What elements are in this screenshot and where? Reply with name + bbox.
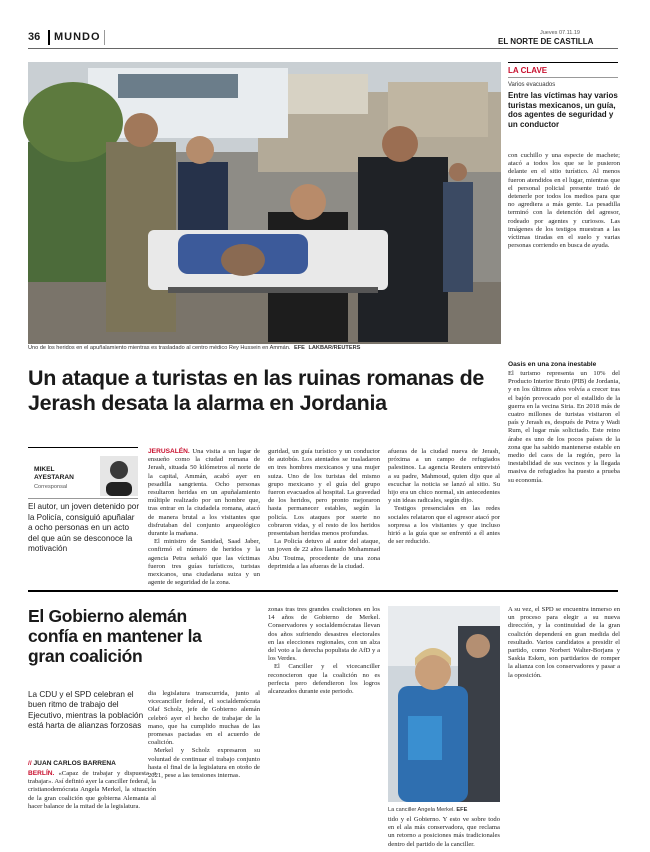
- story1-author-role: Corresponsal: [34, 484, 68, 490]
- merkel-photo: [388, 606, 500, 802]
- issue-date: Jueves 07.11.19: [540, 30, 580, 36]
- story2-deck: La CDU y el SPD celebran el buen ritmo de trabajo del Ejecutivo, mientras la población está harta de alianzas forzosas: [28, 690, 144, 730]
- story1-column-2: guridad, un guía turístico y un conductor de autobús. Los atentados se trasladaron en tres hombres mexicanos y una mujer suiza. Uno de los turistas del mismo grupo mexicano y el guía del grupo fueron evacuados al hospital. La gravedad de los heridos, pero pronto mejoraron hasta permanecer estables, según la policía. Los ataques por suerte no cobraron vidas, y el resto de los heridos presentaban heridas menos profundas. La Policía detuvo al autor del ataque, un joven de 22 años llamado Mohammad Abu Touima, procedente de una zona deprimida a las afueras de la ciudad.: [268, 448, 380, 570]
- photo-caption: Uno de los heridos en el apuñalamiento mientras es trasladado al centro médico Rey Hussein en Ammán. EFE LAKBAR/REUTERS: [28, 345, 361, 351]
- newspaper-name: EL NORTE DE CASTILLA: [498, 37, 594, 46]
- sidebar-title: Entre las víctimas hay varios turistas mexicanos, un guía, dos agentes de seguridad y un conductor: [508, 91, 618, 129]
- sidebar-body-2: El turismo representa un 10% del Producto Interior Bruto (PIB) de Jordania, y en los últimos años volvía a crecer tras el bajón provocado por el estallido de la guerra en la vecina Siria. En 2018 más de cuatro millones de turistas visitaron el país y Jerash es, después de Petra y Wadi Rum, el lugar más solicitado. Este reino árabe es uno de los pocos países de la zona que ha sabido mantenerse estable en medio del caos de la región, pero la inestabilidad de sus vecinos y la llegada masiva de refugiados ha puesto a prueba su economía.: [508, 370, 620, 484]
- page-number: 36: [28, 31, 41, 43]
- story1-headline: Un ataque a turistas en las ruinas romanas de Jerash desata la alarma en Jordania: [28, 366, 485, 415]
- story1-column-3: afueras de la ciudad nueva de Jerash, próxima a un campo de refugiados palestinos. La agencia Reuters entrevistó a su padre, Mahmoud, quien dijo que al escuchar la noticia se lanzó al sitio. Su hijo era un chico normal, sin antecedentes y sin ideas radicales, según dijo. Testigos presenciales en las redes sociales relataron que el agresor atacó por sorpresa a los visitantes y que incluso hirió a la guía que se enfrentó a él antes de ser reducido.: [388, 448, 500, 546]
- story2-headline: El Gobierno alemán confía en mantener la gran coalición: [28, 606, 202, 666]
- sidebar-kicker: LA CLAVE: [508, 66, 548, 75]
- story2-column-4: tido y el Gobierno. Y esto ve sobre todo en el ala más conservadora, que reclama un retorno a posiciones más tradicionales dentro del partido de la canciller.: [388, 816, 500, 848]
- story2-author: // JUAN CARLOS BARRENA: [28, 760, 116, 767]
- stretcher-scene-image: [28, 62, 501, 344]
- story1-column-1: JERUSALÉN. Una visita a un lugar de ensueño como la ciudad romana de Jerash, situada 50 kilómetros al norte de la capital, Ammán, acabó ayer en pesadilla sangrienta. Ocho personas resultaron heridas en un apuñalamiento múltiple realizado por un hombre que, tras entrar en la ciudadela romana, atacó de manera brutal a los visitantes que disfrutaban del conjunto arqueológico durante la mañana. El ministro de Sanidad, Saad Jaber, confirmó el número de heridos y la agencia Petra señaló que las víctimas fueron tres guías turísticos, turistas mexicanos, una ciudadana suiza y un agente de seguridad de la zona.: [148, 448, 260, 587]
- author-avatar: [100, 456, 138, 496]
- story2-column-2: dia legislatura transcurrida, junto al vicecanciller federal, el socialdemócrata Olaf Scholz, jefe de Gobierno alemán celebró ayer el hecho de trabajar de la mano, que ha cumplido muchas de las promesas pactadas en el acuerdo de coalición. Merkel y Scholz expresaron su voluntad de continuar el trabajo conjunto hasta el final de la legislatura en otoño de 2021, pese a las tensiones internas.: [148, 690, 260, 780]
- merkel-image: [388, 606, 500, 802]
- story2-column-1: BERLÍN. «Capaz de trabajar y dispuesta a trabajar». Así definió ayer la canciller federal, la cristianodemócrata Angela Merkel, la situación de la gran coalición que gobierna Alemania al hacer balance de la mitad de la legislatura.: [28, 770, 156, 810]
- story1-pullquote: El autor, un joven detenido por la Policía, consiguió apuñalar a ocho personas en un acto del que aún se desconoce la motivación: [28, 502, 140, 554]
- merkel-caption: La canciller Angela Merkel. EFE: [388, 807, 468, 813]
- section-label: MUNDO: [54, 31, 101, 43]
- main-photo: [28, 62, 501, 344]
- story2-column-5: A su vez, el SPD se encuentra inmerso en un proceso para elegir a su nueva dirección, y la continuidad de la gran coalición dependerá en gran medida del resultado. Varios candidatos a presidir el partido, como Norbert Walter-Borjans y Saskia Esken, son partidarios de romper la alianza con los conservadores y pasar a la oposición.: [508, 606, 620, 679]
- story2-column-3: zonas tras tres grandes coaliciones en los 14 años de Gobierno de Merkel. Conservadores y socialdemócratas llevan dos años sufriendo desastres electorales en las elecciones regionales, con un alza del voto a la derecha populista de AfD y a los Verdes. El Canciller y el vicecanciller reconocieron que la coalición no es perfecta pero defendieron los logros alcanzados durante este periodo.: [268, 606, 380, 696]
- story1-author: MIKEL AYESTARAN: [34, 466, 74, 481]
- sidebar-body: con cuchillo y una especie de machete; atacó a todos los que se le pusieron delante en el sitio turístico. Al menos fueron atendidos en el lugar, mientras que el personal policial presente trató de detenerle por todos los medios para que no agrediera a más gente. La pesadilla terminó con la detención del agresor, rodeado por agentes y curiosos. Las imágenes de los testigos muestran a las víctimas tiradas en el suelo y varias personas corriendo en busca de ayuda.: [508, 152, 620, 250]
- sidebar-subhead: Oasis en una zona inestable: [508, 361, 597, 368]
- sidebar-subkicker: Varios evacuados: [508, 82, 556, 88]
